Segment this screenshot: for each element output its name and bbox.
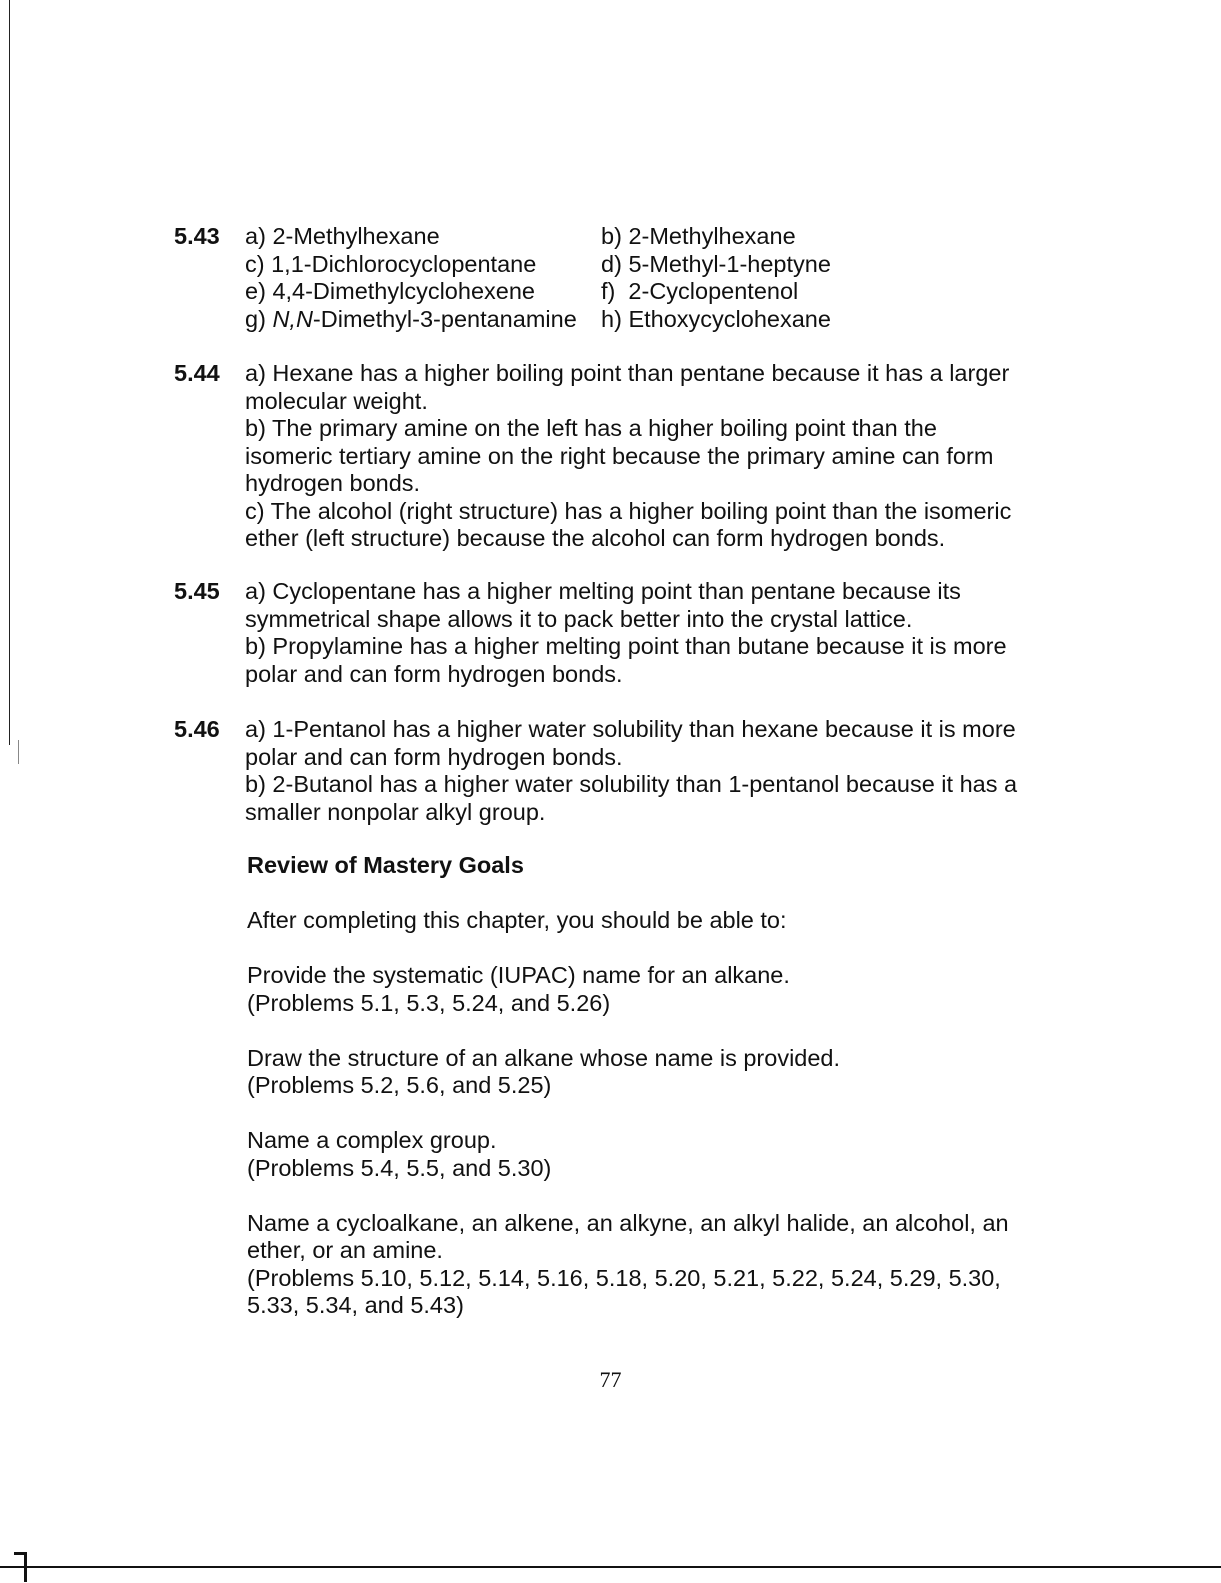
review-section — [247, 852, 1047, 1320]
goal-line: Provide the systematic (IUPAC) name for an alkane. — [247, 962, 790, 988]
goal-line: (Problems 5.1, 5.3, 5.24, and 5.26) — [247, 989, 611, 1016]
scan-left-tick — [18, 740, 19, 764]
goal-line: (Problems 5.4, 5.5, and 5.30) — [247, 1154, 552, 1181]
problem-number: 5.45 — [174, 578, 220, 604]
problem-body — [245, 360, 1045, 553]
goal-line: Name a cycloalkane, an alkene, an alkyne, an alkyl halide, an alcohol, an — [247, 1209, 1009, 1236]
scan-corner-mark — [24, 1552, 27, 1582]
answer-item: e) 4,4-Dimethylcyclohexene — [245, 278, 535, 304]
problem-body — [245, 716, 1045, 826]
problem-body — [245, 578, 1045, 688]
text-line: polar and can form hydrogen bonds. — [245, 660, 623, 687]
text-line: b) The primary amine on the left has a higher boiling point than the — [245, 415, 937, 441]
goal-line: 5.33, 5.34, and 5.43) — [247, 1292, 464, 1318]
text-line: a) 1-Pentanol has a higher water solubility than hexane because it is more — [245, 716, 1016, 742]
section-heading: Review of Mastery Goals — [247, 852, 524, 878]
answer-item: a) 2-Methylhexane — [245, 223, 440, 249]
goal-line: (Problems 5.10, 5.12, 5.14, 5.16, 5.18, 5.20, 5.21, 5.22, 5.24, 5.29, 5.30, — [247, 1264, 1001, 1291]
text-line: molecular weight. — [245, 387, 428, 414]
text-line: hydrogen bonds. — [245, 470, 421, 496]
answer-item: c) 1,1-Dichlorocyclopentane — [245, 250, 537, 277]
text-line: ether (left structure) because the alcohol can form hydrogen bonds. — [245, 525, 946, 551]
answer-grid — [245, 223, 1045, 333]
goal-line: Name a complex group. — [247, 1127, 497, 1153]
answer-item: h) Ethoxycyclohexane — [601, 305, 831, 332]
goal-line: (Problems 5.2, 5.6, and 5.25) — [247, 1072, 552, 1098]
problem-number: 5.46 — [174, 716, 220, 742]
scan-bottom-edge — [0, 1566, 1221, 1568]
text-line: polar and can form hydrogen bonds. — [245, 743, 623, 770]
page-number: 77 — [599, 1367, 622, 1392]
text-line: b) 2-Butanol has a higher water solubility than 1-pentanol because it has a — [245, 771, 1018, 797]
text-line: smaller nonpolar alkyl group. — [245, 798, 546, 825]
intro-text: After completing this chapter, you should be able to: — [247, 907, 787, 933]
text-line: a) Hexane has a higher boiling point than pentane because it has a larger — [245, 360, 1010, 386]
goal-line: ether, or an amine. — [247, 1237, 443, 1263]
answer-item: f) 2-Cyclopentenol — [601, 278, 799, 304]
problem-number: 5.43 — [174, 223, 220, 249]
scan-left-edge — [9, 0, 10, 745]
text-line: a) Cyclopentane has a higher melting point than pentane because its — [245, 578, 961, 604]
answer-item: g) N,N-Dimethyl-3-pentanamine — [245, 305, 577, 332]
answer-item: d) 5-Methyl-1-heptyne — [601, 250, 831, 277]
text-line: b) Propylamine has a higher melting point than butane because it is more — [245, 633, 1007, 659]
problem-body — [245, 223, 1045, 333]
text-line: symmetrical shape allows it to pack better into the crystal lattice. — [245, 605, 913, 632]
goal-line: Draw the structure of an alkane whose name is provided. — [247, 1044, 841, 1071]
problem-number: 5.44 — [174, 360, 220, 386]
text-line: c) The alcohol (right structure) has a higher boiling point than the isomeric — [245, 497, 1012, 524]
text-line: isomeric tertiary amine on the right because the primary amine can form — [245, 442, 994, 469]
answer-item: b) 2-Methylhexane — [601, 223, 796, 249]
